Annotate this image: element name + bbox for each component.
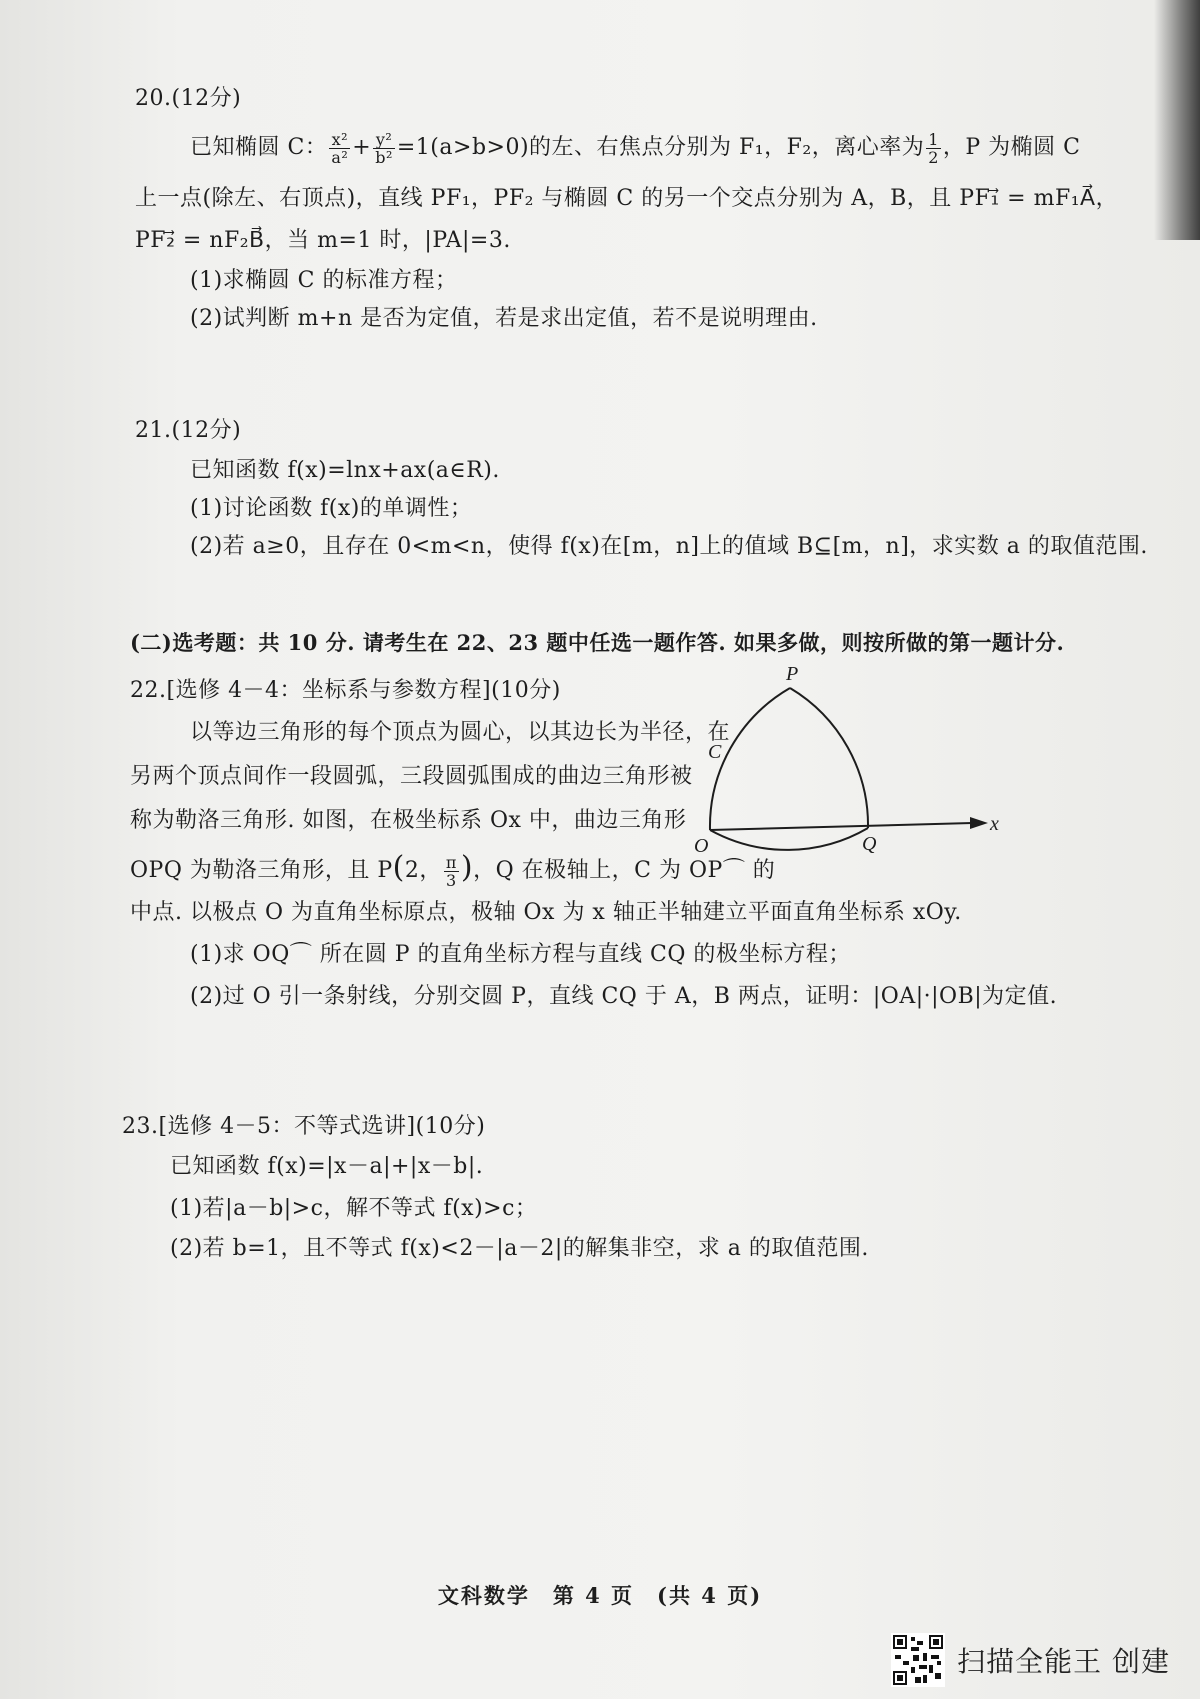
q20-stem-a: 已知椭圆 C： [190, 135, 328, 160]
q23-part1: (1)若|a－b|>c，解不等式 f(x)>c； [170, 1196, 538, 1221]
q20-frac-x [329, 131, 350, 166]
q22-line4-b: ，Q 在极轴上，C 为 OP⌒ 的 [473, 858, 776, 883]
q22-part1: (1)求 OQ⌒ 所在圆 P 的直角坐标方程与直线 CQ 的极坐标方程； [190, 942, 851, 967]
label-C: C [708, 741, 722, 763]
scanner-watermark [891, 1634, 1170, 1686]
q20-stem [190, 128, 1081, 168]
q20-frac-x-den: a² [331, 147, 349, 167]
q20-frac-y [373, 131, 395, 166]
label-O: O [694, 835, 709, 857]
q22-line5: 中点. 以极点 O 为直角坐标原点，极轴 Ox 为 x 轴正半轴建立平面直角坐标系 xOy. [130, 900, 962, 925]
q20-plus: + [352, 135, 372, 160]
polar-axis-arrowhead [970, 817, 988, 829]
section-2-heading: (二)选考题：共 10 分. 请考生在 22、23 题中任选一题作答. 如果多做，则按所做的第一题计分. [130, 630, 1065, 655]
q22-frac-pi-den: 3 [446, 870, 457, 890]
q20-frac-e [926, 131, 941, 166]
polar-axis-ray [710, 823, 972, 830]
page-footer: 文科数学 第 4 页 (共 4 页) [437, 1583, 763, 1608]
qr-code-icon [891, 1633, 945, 1687]
q22-point-r: 2， [404, 858, 442, 883]
q22-line4: OPQ 为勒洛三角形，且 P(2， $\frac{\pi}{3}$ )，Q 在极轴上，C 为 OP⌒ 的 [130, 850, 776, 890]
q20-part1: (1)求椭圆 C 的标准方程； [190, 268, 458, 293]
q20-stem-c: ，P 为椭圆 C [942, 135, 1081, 160]
q21-line1: 已知函数 f(x)=lnx+ax(a∈R). [190, 458, 500, 483]
q22-frac-pi-num: π [445, 852, 457, 872]
q20-frac-e-den: 2 [928, 147, 939, 167]
label-x: x [990, 813, 999, 835]
reuleaux-arc-pq [790, 688, 868, 828]
q20-frac-y-num: y² [373, 131, 395, 149]
label-Q: Q [862, 833, 877, 855]
q20-stem-b: =1(a>b>0)的左、右焦点分别为 F₁，F₂，离心率为 [396, 135, 925, 160]
watermark-text: 扫描全能王 创建 [957, 1645, 1170, 1678]
q22-frac-pi [444, 854, 459, 889]
q20-line3: PF₂⃗ = nF₂B⃗，当 m=1 时，|PA|=3. [135, 228, 511, 253]
reuleaux-arc-op [710, 688, 790, 830]
reuleaux-overlay [694, 660, 1000, 860]
q21-part2: (2)若 a≥0，且存在 0<m<n，使得 f(x)在[m，n]上的值域 B⊆[m，n]，求实数 a 的取值范围. [190, 534, 1148, 559]
q22-part2: (2)过 O 引一条射线，分别交圆 P，直线 CQ 于 A，B 两点，证明：|OA|·|OB|为定值. [190, 984, 1058, 1009]
label-P: P [786, 663, 799, 685]
q20-line2: 上一点(除左、右顶点)，直线 PF₁，PF₂ 与椭圆 C 的另一个交点分别为 A，B，且 PF₁⃗ = mF₁A⃗， [135, 186, 1119, 211]
q21-part1: (1)讨论函数 f(x)的单调性； [190, 496, 473, 521]
q23-line1: 已知函数 f(x)=|x－a|+|x－b|. [170, 1154, 484, 1179]
q22-header: 22.[选修 4－4：坐标系与参数方程](10分) [130, 678, 561, 703]
q22-line1: 以等边三角形的每个顶点为圆心，以其边长为半径，在 [190, 720, 731, 745]
q20-frac-e-num: 1 [928, 129, 939, 149]
q20-header: 20.(12分) [135, 86, 242, 111]
q23-part2: (2)若 b=1，且不等式 f(x)<2－|a－2|的解集非空，求 a 的取值范围. [170, 1236, 869, 1261]
q22-line2: 另两个顶点间作一段圆弧，三段圆弧围成的曲边三角形被 [130, 764, 693, 789]
q22-line3: 称为勒洛三角形. 如图，在极坐标系 Ox 中，曲边三角形 [130, 808, 687, 833]
q20-frac-x-num: x² [329, 131, 350, 149]
q23-header: 23.[选修 4－5：不等式选讲](10分) [122, 1114, 486, 1139]
q20-frac-y-den: b² [375, 147, 393, 167]
reuleaux-arc-oq [710, 828, 868, 850]
scan-edge-shadow [1154, 0, 1200, 240]
q21-header: 21.(12分) [135, 418, 242, 443]
q20-part2: (2)试判断 m+n 是否为定值，若是求出定值，若不是说明理由. [190, 306, 818, 331]
q22-line4-a: OPQ 为勒洛三角形，且 P [130, 858, 393, 883]
